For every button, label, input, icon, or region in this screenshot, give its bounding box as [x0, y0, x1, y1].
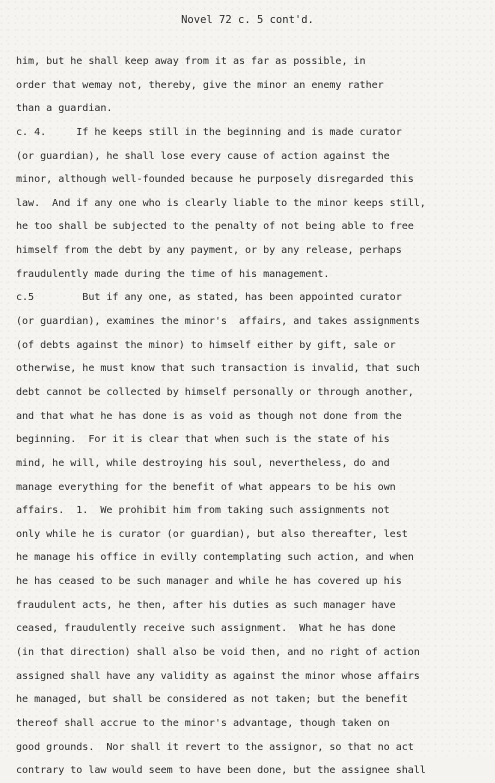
text-line: (of debts against the minor) to himself either by gift, sale or [16, 339, 396, 351]
text-line: otherwise, he must know that such transaction is invalid, that such [16, 363, 420, 375]
text-line: than a guardian. [16, 103, 113, 115]
text-line: order that wemay not, thereby, give the minor an enemy rather [16, 79, 384, 91]
text-line: beginning. For it is clear that when such is the state of his [16, 434, 390, 446]
text-line: he manage his office in evilly contemplating such action, and when [16, 552, 414, 564]
text-line: he too shall be subjected to the penalty of not being able to free [16, 221, 414, 233]
text-line: (in that direction) shall also be void then, and no right of action [16, 647, 420, 659]
text-line: he managed, but shall be considered as not taken; but the benefit [16, 694, 408, 706]
text-line: ceased, fraudulently receive such assignment. What he has done [16, 623, 396, 635]
text-line: manage everything for the benefit of what appears to be his own [16, 481, 396, 493]
text-line: law. And if any one who is clearly liable to the minor keeps still, [16, 197, 426, 209]
text-line: only while he is curator (or guardian), but also thereafter, lest [16, 528, 408, 540]
text-line: affairs. 1. We prohibit him from taking such assignments not [16, 505, 390, 517]
text-line: (or guardian), he shall lose every cause of action against the [16, 150, 390, 162]
text-line: debt cannot be collected by himself personally or through another, [16, 386, 414, 398]
text-line: fraudulently made during the time of his management. [16, 268, 330, 280]
text-line: fraudulent acts, he then, after his duties as such manager have [16, 599, 396, 611]
text-line: minor, although well-founded because he purposely disregarded this [16, 174, 414, 186]
page-header: Novel 72 c. 5 cont'd. [181, 14, 314, 26]
text-line: mind, he will, while destroying his soul, nevertheless, do and [16, 457, 390, 469]
text-line: thereof shall accrue to the minor's advantage, though taken on [16, 717, 390, 729]
text-line: (or guardian), examines the minor's affairs, and takes assignments [16, 316, 420, 328]
text-line: assigned shall have any validity as against the minor whose affairs [16, 670, 420, 682]
text-line: and that what he has done is as void as though not done from the [16, 410, 402, 422]
text-line: c.5 But if any one, as stated, has been appointed curator [16, 292, 402, 304]
text-line: him, but he shall keep away from it as far as possible, in [16, 56, 366, 67]
text-line: good grounds. Nor shall it revert to the assignor, so that no act [16, 741, 414, 753]
text-line: c. 4. If he keeps still in the beginning and is made curator [16, 126, 402, 138]
document-body [16, 50, 491, 783]
text-line: he has ceased to be such manager and while he has covered up his [16, 576, 402, 588]
text-line: himself from the debt by any payment, or by any release, perhaps [16, 245, 402, 257]
text-line: contrary to law would seem to have been done, but the assignee shall [16, 765, 426, 777]
